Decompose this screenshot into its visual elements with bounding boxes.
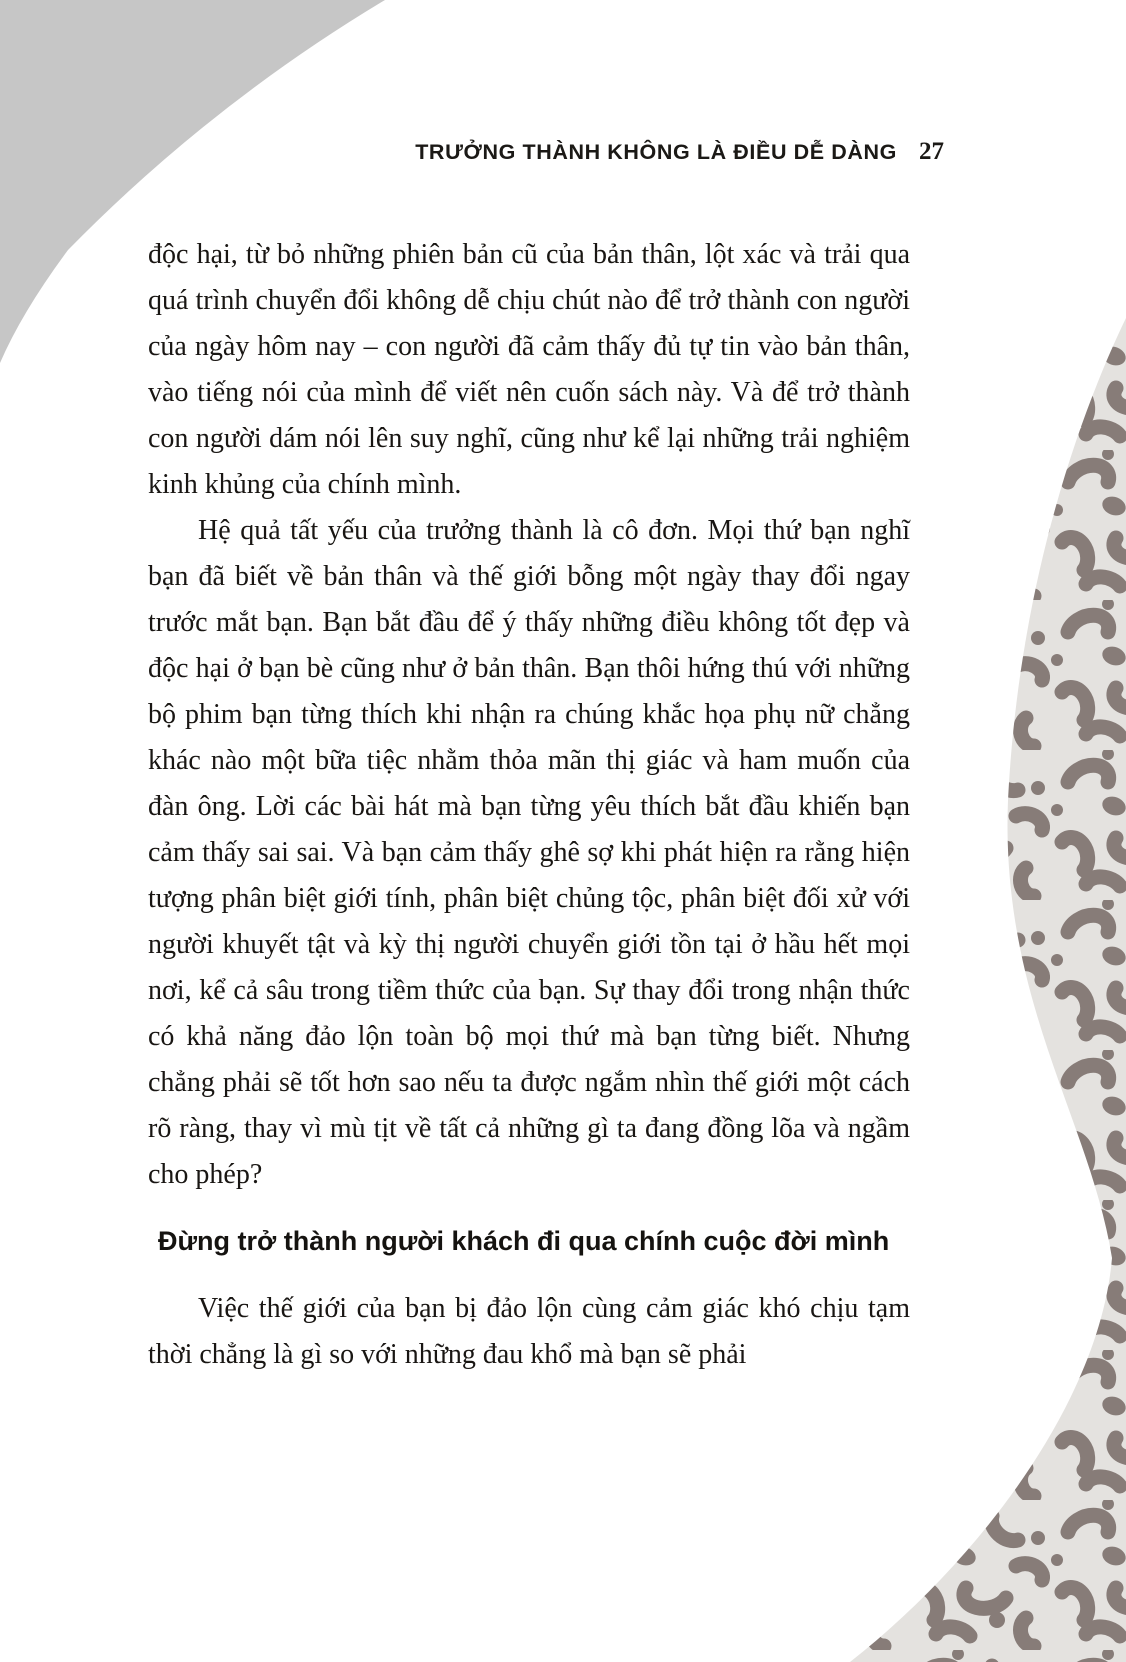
section-heading: Đừng trở thành người khách đi qua chính cuộc đời mình	[158, 1226, 890, 1256]
body-text	[148, 232, 910, 1378]
running-head-title: TRƯỞNG THÀNH KHÔNG LÀ ĐIỀU DỄ DÀNG	[415, 140, 897, 164]
paragraph-1: độc hại, từ bỏ những phiên bản cũ của bản thân, lột xác và trải qua quá trình chuyển đổi không dễ chịu chút nào để trở thành con người của ngày hôm nay – con người đã cảm thấy đủ tự tin vào bản thân, vào tiếng nói của mình để viết nên cuốn sách này. Và để trở thành con người dám nói lên suy nghĩ, cũng như kể lại những trải nghiệm kinh khủng của chính mình.	[148, 239, 910, 500]
paragraph-2: Hệ quả tất yếu của trưởng thành là cô đơn. Mọi thứ bạn nghĩ bạn đã biết về bản thân và thế giới bỗng một ngày thay đổi ngay trước mắt bạn. Bạn bắt đầu để ý thấy những điều không tốt đẹp và độc hại ở bạn bè cũng như ở bản thân. Bạn thôi hứng thú với những bộ phim bạn từng thích khi nhận ra chúng khắc họa phụ nữ chẳng khác nào một bữa tiệc nhằm thỏa mãn thị giác và ham muốn của đàn ông. Lời các bài hát mà bạn từng yêu thích bắt đầu khiến bạn cảm thấy sai sai. Và bạn cảm thấy ghê sợ khi phát hiện ra rằng hiện tượng phân biệt giới tính, phân biệt chủng tộc, phân biệt đối xử với người khuyết tật và kỳ thị người chuyển giới tồn tại ở hầu hết mọi nơi, kể cả sâu trong tiềm thức của bạn. Sự thay đổi trong nhận thức có khả năng đảo lộn toàn bộ mọi thứ mà bạn từng biết. Nhưng chẳng phải sẽ tốt hơn sao nếu ta được ngắm nhìn thế giới một cách rõ ràng, thay vì mù tịt về tất cả những gì ta đang đồng lõa và ngầm cho phép?	[148, 515, 910, 1190]
page-number: 27	[919, 138, 944, 165]
running-head	[0, 138, 944, 166]
paragraph-3: Việc thế giới của bạn bị đảo lộn cùng cảm giác khó chịu tạm thời chẳng là gì so với những đau khổ mà bạn sẽ phải	[148, 1293, 910, 1370]
